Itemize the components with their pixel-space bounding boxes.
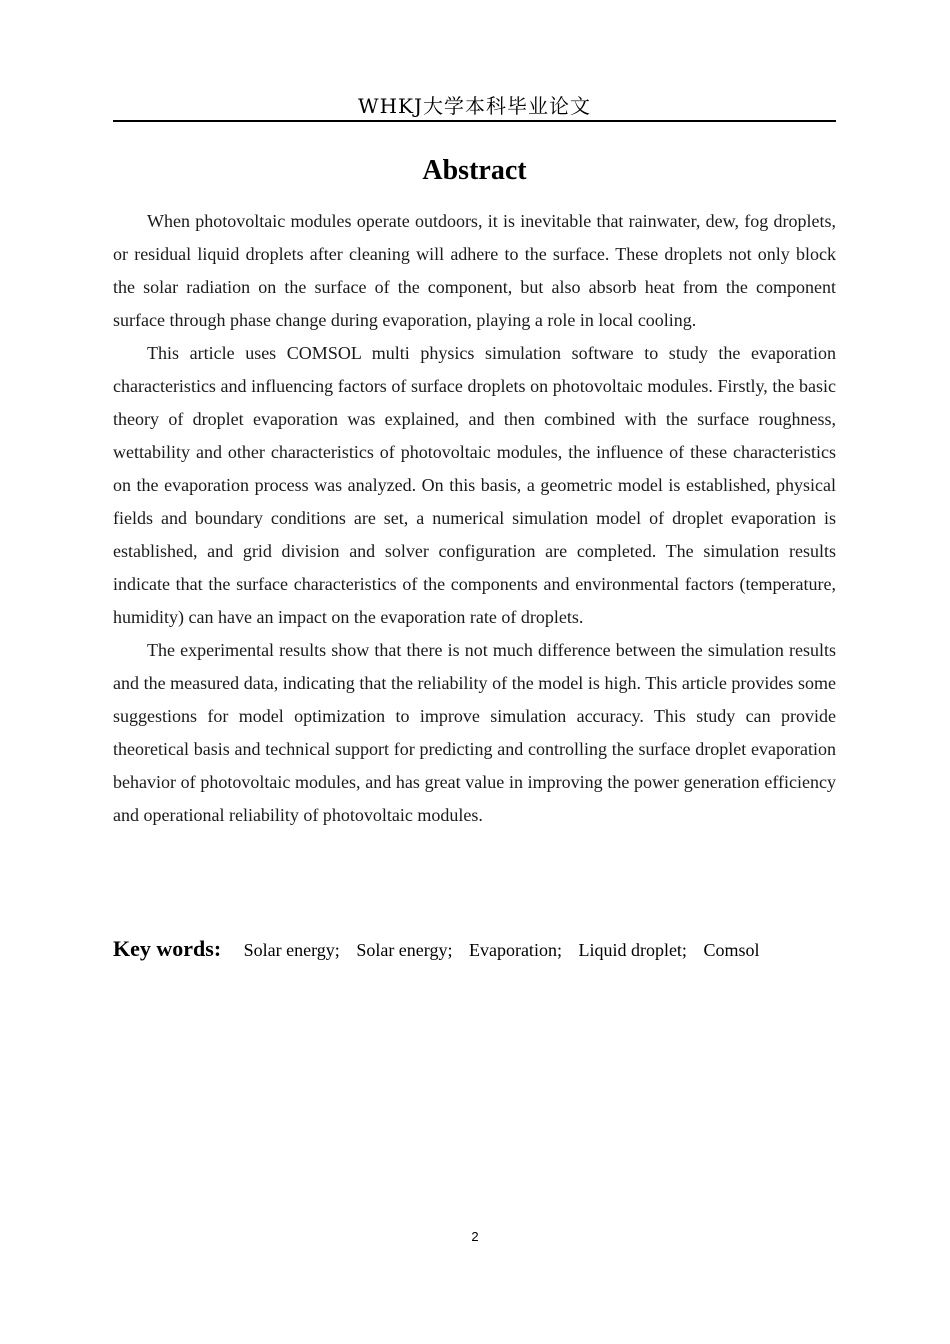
abstract-paragraph-1: When photovoltaic modules operate outdoors, it is inevitable that rainwater, dew, fog droplets, or residual liquid droplets after cleaning will adhere to the surface. These droplets not only block the solar radiation on the surface of the component, but also absorb heat from the component surface through phase change during evaporation, playing a role in local cooling. (113, 211, 836, 330)
keyword-term: Solar energy; (243, 940, 340, 960)
page-number: 2 (471, 1229, 479, 1244)
keyword-term: Comsol (703, 940, 760, 960)
abstract-paragraph-2: This article uses COMSOL multi physics simulation software to study the evaporation characteristics and influencing factors of surface droplets on photovoltaic modules. Firstly, the basic theory of droplet evaporation was explained, and then combined with the surface roughness, wettability and other characteristics of photovoltaic modules, the influence of these characteristics on the evaporation process was analyzed. On this basis, a geometric model is established, physical fields and boundary conditions are set, a numerical simulation model of droplet evaporation is established, and grid division and solver configuration are completed. The simulation results indicate that the surface characteristics of the components and environmental factors (temperature, humidity) can have an impact on the evaporation rate of droplets. (113, 343, 836, 627)
abstract-title: Abstract (422, 155, 527, 186)
keyword-term: Solar energy; (356, 940, 453, 960)
keyword-term: Evaporation; (468, 940, 562, 960)
keywords-line (113, 932, 836, 967)
abstract-body (113, 205, 836, 832)
abstract-paragraph-3: The experimental results show that there is not much difference between the simulation results and the measured data, indicating that the reliability of the model is high. This article provides some suggestions for model optimization to improve simulation accuracy. This study can provide theoretical basis and technical support for predicting and controlling the surface droplet evaporation behavior of photovoltaic modules, and has great value in improving the power generation efficiency and operational reliability of photovoltaic modules. (113, 640, 836, 825)
keywords-label: Key words: (113, 936, 222, 961)
keyword-term: Liquid droplet; (578, 940, 687, 960)
header-rule (113, 120, 836, 122)
running-header: WHKJ大学本科毕业论文 (358, 94, 591, 118)
